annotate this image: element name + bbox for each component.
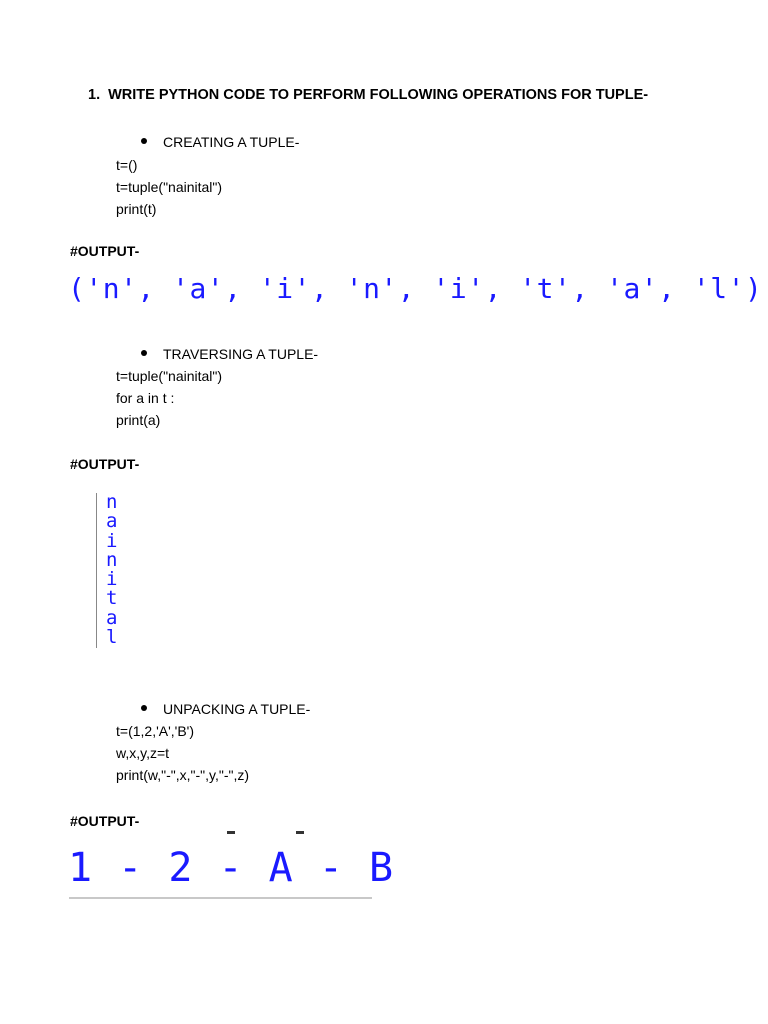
cropped-glyph-fragment bbox=[296, 831, 304, 834]
code-block-traversing bbox=[116, 365, 222, 431]
output-tuple-print: ('n', 'a', 'i', 'n', 'i', 't', 'a', 'l') bbox=[68, 272, 763, 305]
code-line: t=tuple("nainital") bbox=[116, 368, 223, 384]
bullet-dot-icon bbox=[141, 350, 147, 356]
output-letter-column bbox=[96, 493, 137, 648]
bullet-dot-icon bbox=[141, 138, 147, 144]
bullet-creating-tuple bbox=[141, 134, 299, 150]
bullet-traversing-tuple bbox=[141, 346, 318, 362]
code-line: t=(1,2,'A','B') bbox=[116, 723, 194, 739]
code-line: for a in t : bbox=[116, 390, 175, 406]
bullet-label: TRAVERSING A TUPLE- bbox=[163, 346, 319, 362]
output-unpacked-values: 1 - 2 - A - B bbox=[68, 845, 395, 891]
code-line: print(w,"-",x,"-",y,"-",z) bbox=[116, 767, 249, 783]
code-block-creating bbox=[116, 154, 222, 220]
bullet-label: UNPACKING A TUPLE- bbox=[163, 701, 311, 717]
question-heading bbox=[88, 87, 648, 103]
output-letter: n bbox=[106, 491, 118, 513]
bullet-label: CREATING A TUPLE- bbox=[163, 134, 300, 150]
output-letter: i bbox=[106, 568, 118, 591]
output-letter: l bbox=[106, 626, 118, 649]
cropped-glyph-fragment bbox=[227, 831, 235, 834]
output-letter: a bbox=[106, 606, 118, 629]
output-divider bbox=[69, 897, 372, 899]
bullet-unpacking-tuple bbox=[141, 701, 310, 717]
bullet-dot-icon bbox=[141, 705, 147, 711]
output-letter: t bbox=[106, 587, 118, 610]
output-label: #OUTPUT- bbox=[70, 243, 140, 259]
output-letter: i bbox=[106, 529, 118, 552]
code-line: w,x,y,z=t bbox=[116, 745, 170, 761]
code-line: print(a) bbox=[116, 412, 161, 428]
output-letter: n bbox=[106, 548, 118, 571]
code-line: print(t) bbox=[116, 201, 157, 217]
output-label: #OUTPUT- bbox=[70, 813, 140, 829]
output-label: #OUTPUT- bbox=[70, 456, 140, 472]
code-block-unpacking bbox=[116, 720, 249, 786]
question-number: 1. bbox=[88, 87, 101, 103]
output-letter: a bbox=[106, 510, 118, 533]
code-line: t=tuple("nainital") bbox=[116, 179, 223, 195]
code-line: t=() bbox=[116, 157, 138, 173]
question-text: WRITE PYTHON CODE TO PERFORM FOLLOWING OPERATIONS FOR TUPLE- bbox=[108, 87, 649, 103]
